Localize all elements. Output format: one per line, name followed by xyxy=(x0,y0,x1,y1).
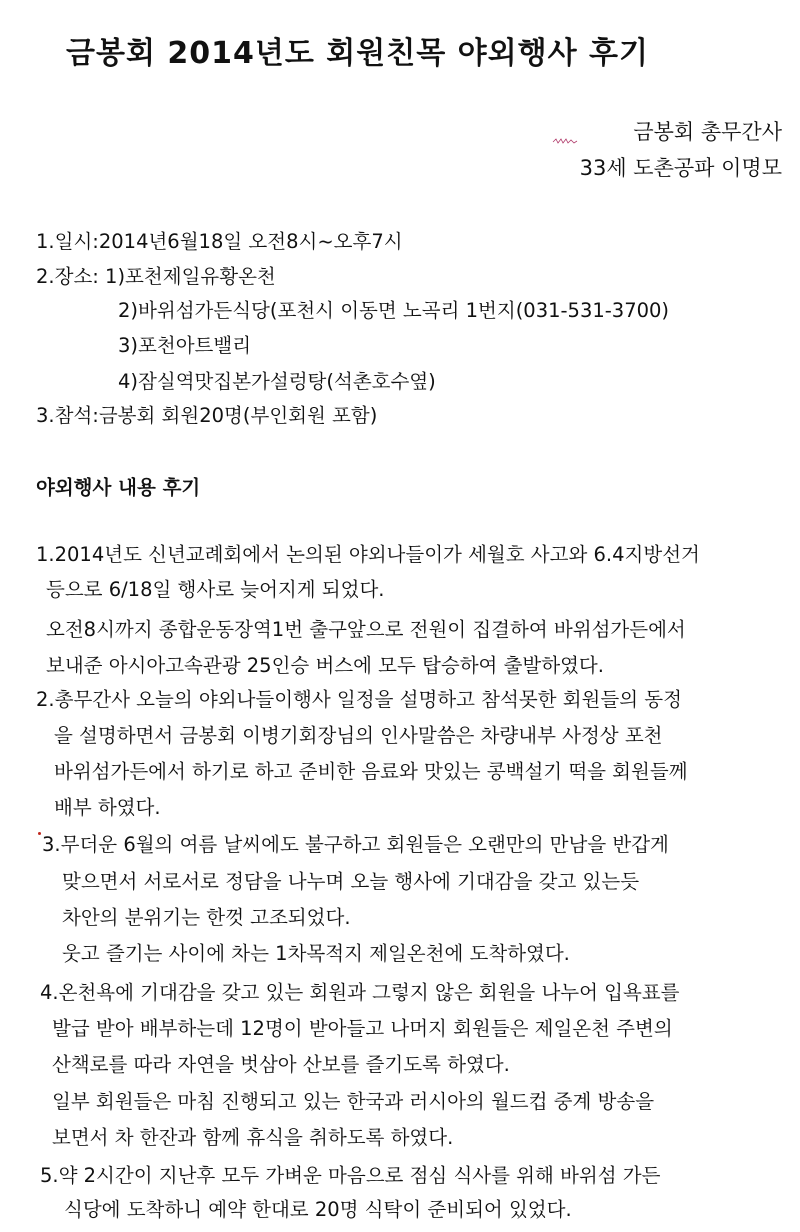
review-line: 보내준 아시아고속관광 25인승 버스에 모두 탑승하여 출발하였다. xyxy=(46,654,604,677)
review-heading: 야외행사 내용 후기 xyxy=(36,476,201,499)
review-line: 보면서 차 한잔과 함께 휴식을 취하도록 하였다. xyxy=(52,1126,454,1149)
pen-dot-icon xyxy=(38,832,41,835)
review-line: 오전8시까지 종합운동장역1번 출구앞으로 전원이 집결하여 바위섬가든에서 xyxy=(46,618,686,641)
info-date: 1.일시:2014년6월18일 오전8시~오후7시 xyxy=(36,230,403,253)
review-line: 4.온천욕에 기대감을 갖고 있는 회원과 그렇지 않은 회원을 나누어 입욕표를 xyxy=(40,981,680,1004)
review-line: 바위섬가든에서 하기로 하고 준비한 음료와 맛있는 콩백설기 떡을 회원들께 xyxy=(54,760,688,783)
review-line: 식당에 도착하니 예약 한대로 20명 식탁이 준비되어 있었다. xyxy=(64,1198,572,1221)
info-place-2: 2)바위섬가든식당(포천시 이동면 노곡리 1번지(031-531-3700) xyxy=(118,299,670,322)
review-line: 2.총무간사 오늘의 야외나들이행사 일정을 설명하고 참석못한 회원들의 동정 xyxy=(36,688,682,711)
review-line: 3.무더운 6월의 여름 날씨에도 불구하고 회원들은 오랜만의 만남을 반갑게 xyxy=(42,833,669,856)
document-title: 금봉회 2014년도 회원친목 야외행사 후기 xyxy=(66,36,649,71)
author-name: 33세 도촌공파 이명모 xyxy=(579,156,782,180)
review-line: 을 설명하면서 금봉회 이병기회장님의 인사말씀은 차량내부 사정상 포천 xyxy=(54,724,663,747)
review-line: 5.약 2시간이 지난후 모두 가벼운 마음으로 점심 식사를 위해 바위섬 가든 xyxy=(40,1164,661,1187)
review-line: 일부 회원들은 마침 진행되고 있는 한국과 러시아의 월드컵 중계 방송을 xyxy=(52,1090,655,1113)
review-line: 배부 하였다. xyxy=(54,796,161,819)
review-line: 맞으면서 서로서로 정담을 나누며 오늘 행사에 기대감을 갖고 있는듯 xyxy=(62,870,640,893)
info-place-3: 3)포천아트밸리 xyxy=(118,334,252,357)
review-line: 산책로를 따라 자연을 벗삼아 산보를 즐기도록 하였다. xyxy=(52,1053,510,1076)
info-attendance: 3.참석:금봉회 회원20명(부인회원 포함) xyxy=(36,404,378,427)
pen-mark-icon xyxy=(552,136,578,146)
info-place-4: 4)잠실역맛집본가설렁탕(석촌호수옆) xyxy=(118,370,436,393)
review-line: 차안의 분위기는 한껏 고조되었다. xyxy=(62,906,351,929)
info-place-1: 2.장소: 1)포천제일유황온천 xyxy=(36,265,276,288)
author-role: 금봉회 총무간사 xyxy=(633,120,782,144)
review-line: 발급 받아 배부하는데 12명이 받아들고 나머지 회원들은 제일온천 주변의 xyxy=(52,1017,673,1040)
review-line: 1.2014년도 신년교례회에서 논의된 야외나들이가 세월호 사고와 6.4지방선거 xyxy=(36,543,700,566)
review-line: 등으로 6/18일 행사로 늦어지게 되었다. xyxy=(46,578,385,601)
review-line: 웃고 즐기는 사이에 차는 1차목적지 제일온천에 도착하였다. xyxy=(62,942,570,965)
